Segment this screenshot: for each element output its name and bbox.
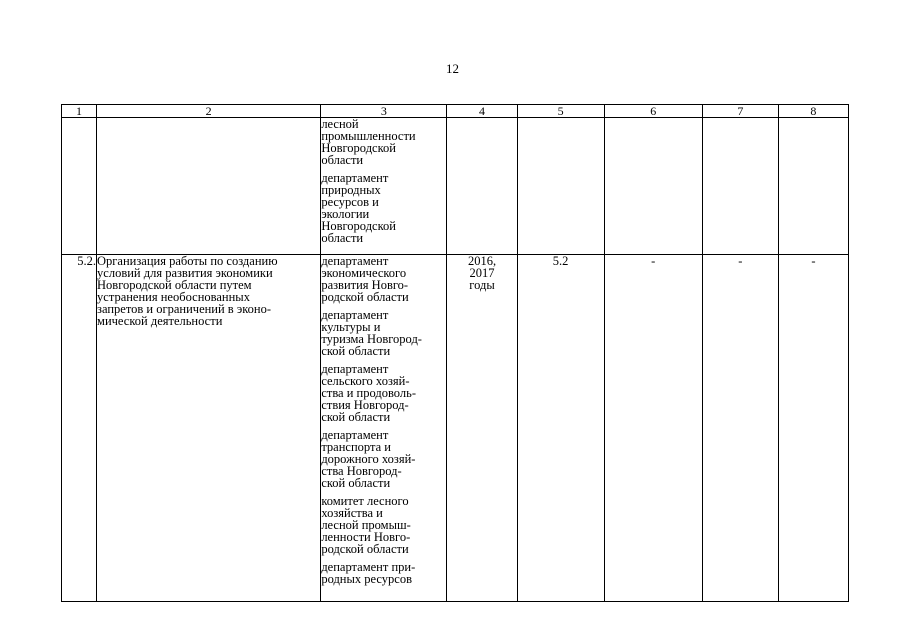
executors-cell [321, 118, 447, 255]
column-header-5: 5 [517, 105, 604, 118]
measure-description: Организация работы по созданию условий для развития экономики Новгородской области путем устранения необоснованных запретов и ограничений в эконо- мической деятельности [97, 255, 321, 602]
column-header-row [62, 105, 849, 118]
page-number: 12 [446, 61, 459, 76]
executor-item: департамент культуры и туризма Новгород- ской области [321, 308, 422, 358]
column-header-4: 4 [447, 105, 517, 118]
column-header-2: 2 [97, 105, 321, 118]
empty-cell [447, 118, 517, 255]
funding-source-cell: - [604, 255, 702, 602]
empty-cell [62, 118, 97, 255]
executor-item: комитет лесного хозяйства и лесной промыш- ленности Новго- родской области [321, 494, 411, 556]
table-row-continuation [62, 118, 849, 255]
funding-2016-cell: - [702, 255, 778, 602]
executor-item: департамент транспорта и дорожного хозяй- ства Новгород- ской области [321, 428, 416, 490]
executors-cell [321, 255, 447, 602]
program-table [61, 104, 849, 602]
column-header-3: 3 [321, 105, 447, 118]
executor-item: департамент природных ресурсов и экологии Новгородской области [321, 171, 396, 245]
funding-2017-cell: - [778, 255, 848, 602]
executor-item: департамент сельского хозяй- ства и продоволь- ствия Новгород- ской области [321, 362, 416, 424]
executor-item: лесной промышленности Новгородской области [321, 117, 416, 167]
empty-cell [778, 118, 848, 255]
column-header-1: 1 [62, 105, 97, 118]
executor-item: департамент экономического развития Новго- родской области [321, 254, 409, 304]
empty-cell [604, 118, 702, 255]
empty-cell [517, 118, 604, 255]
table-row-5-2 [62, 255, 849, 602]
executor-item: департамент при- родных ресурсов [321, 560, 416, 586]
row-number: 5.2. [62, 255, 97, 602]
column-header-6: 6 [604, 105, 702, 118]
implementation-period: 2016, 2017 годы [447, 255, 517, 602]
column-header-8: 8 [778, 105, 848, 118]
column-header-7: 7 [702, 105, 778, 118]
empty-cell [702, 118, 778, 255]
target-indicator: 5.2 [517, 255, 604, 602]
empty-cell [97, 118, 321, 255]
